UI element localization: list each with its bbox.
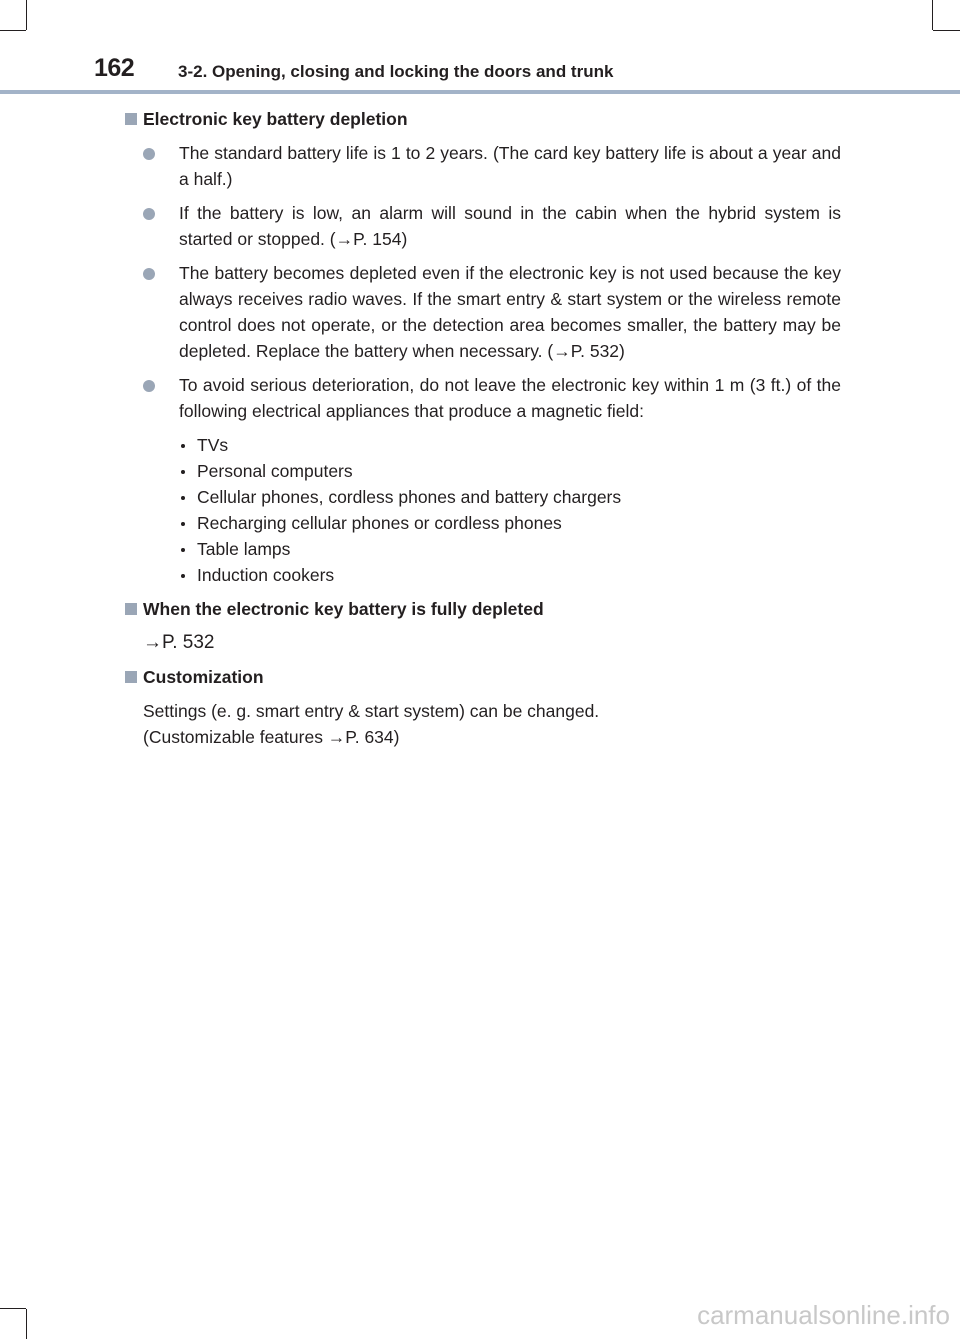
dot-bullet-icon — [181, 522, 185, 526]
heading-customization: Customization — [125, 664, 841, 690]
page-header — [0, 50, 960, 96]
crop-mark — [933, 30, 960, 31]
dot-bullet-icon — [181, 444, 185, 448]
list-item: TVs — [179, 432, 841, 458]
list-item: Cellular phones, cordless phones and battery chargers — [179, 484, 841, 510]
circle-bullet-icon — [143, 380, 155, 392]
crop-mark — [0, 1308, 26, 1309]
square-bullet-icon — [125, 113, 137, 125]
crop-mark — [932, 0, 933, 30]
circle-bullet-icon — [143, 268, 155, 280]
section-title: 3-2. Opening, closing and locking the doors and trunk — [178, 62, 614, 81]
page-content — [125, 106, 841, 758]
bullet-item: To avoid serious deterioration, do not leave the electronic key within 1 m (3 ft.) of the following electrical appliances that produce a magnetic field: — [143, 372, 841, 424]
list-item: Table lamps — [179, 536, 841, 562]
square-bullet-icon — [125, 603, 137, 615]
list-item: Induction cookers — [179, 562, 841, 588]
header-rule — [0, 90, 960, 94]
customization-text: Settings (e. g. smart entry & start system) can be changed. (Customizable features →P. 634) — [143, 698, 841, 750]
bullet-item: If the battery is low, an alarm will sound in the cabin when the hybrid system is started or stopped. (→P. 154) — [143, 200, 841, 252]
square-bullet-icon — [125, 671, 137, 683]
crop-mark — [26, 0, 27, 30]
crop-mark — [26, 1309, 27, 1339]
heading-battery-depletion: Electronic key battery depletion — [125, 106, 841, 132]
heading-fully-depleted: When the electronic key battery is fully depleted — [125, 596, 841, 622]
dot-bullet-icon — [181, 548, 185, 552]
watermark: carmanualsonline.info — [697, 1300, 950, 1330]
customizable-features-reference[interactable]: (Customizable features →P. 634) — [143, 727, 400, 747]
bullet-item: The standard battery life is 1 to 2 years. (The card key battery life is about a year and a half.) — [143, 140, 841, 192]
circle-bullet-icon — [143, 208, 155, 220]
circle-bullet-icon — [143, 148, 155, 160]
page-reference-link[interactable]: →P. 532 — [143, 632, 215, 653]
dot-bullet-icon — [181, 496, 185, 500]
dot-bullet-icon — [181, 470, 185, 474]
dot-bullet-icon — [181, 574, 185, 578]
crop-mark — [0, 30, 26, 31]
appliance-list — [179, 432, 841, 588]
bullet-item: The battery becomes depleted even if the electronic key is not used because the key always receives radio waves. If the smart entry & start system or the wireless remote control does not operate, or the detection area becomes smaller, the battery may be depleted. Replace the battery when necessary. (→P. 532) — [143, 260, 841, 364]
list-item: Recharging cellular phones or cordless phones — [179, 510, 841, 536]
page-number: 162 — [94, 54, 135, 82]
list-item: Personal computers — [179, 458, 841, 484]
